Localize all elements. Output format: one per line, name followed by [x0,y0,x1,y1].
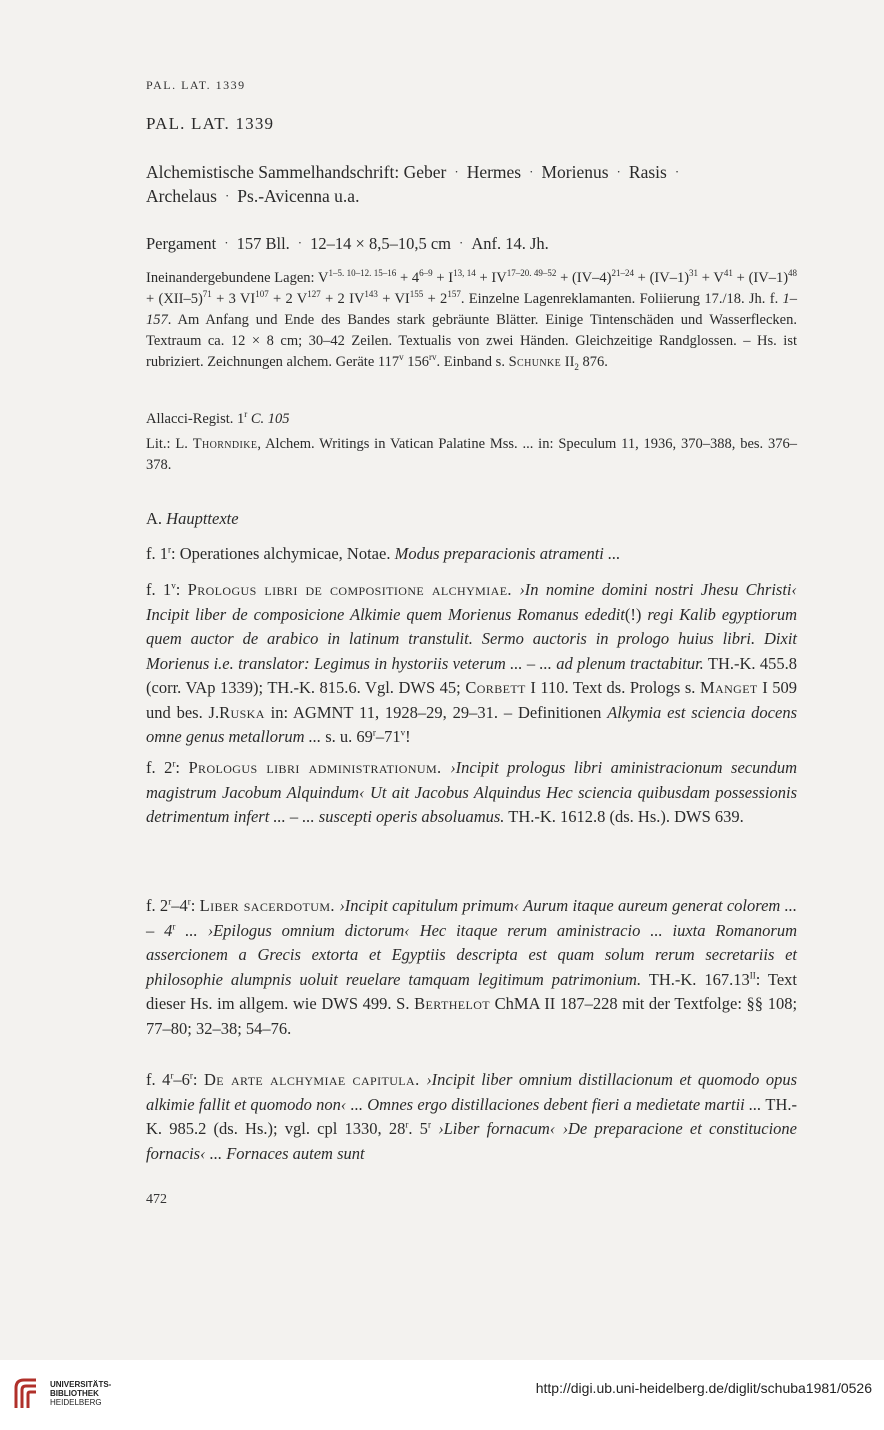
shelfmark-heading: PAL. LAT. 1339 [146,114,275,133]
entry-de-arte-alchymiae: f. 4$^r$–6$^r$: De arte alchymiae capitula. ›Incipit liber omnium distillacionum et quomodo opus alkimie fallit et quomodo non‹ ... Omnes ergo distillaciones debent fieri a medietate martii ... TH.-K. 985.2 (ds. Hs.); vgl. cpl 1330, 28$^r$. 5$^r$ ›Liber fornacum‹ ›De preparacione et constitucione fornacis‹ ... Fornaces autem sunt [146,1070,798,1163]
library-name: UNIVERSITÄTS- BIBLIOTHEK HEIDELBERG [50,1380,112,1407]
source-url-link[interactable]: http://digi.ub.uni-heidelberg.de/diglit/schuba1981/0526 [535,1380,872,1396]
digitization-footer [0,1360,884,1430]
page-number: 472 [146,1192,167,1207]
physical-description: Pergament · 157 Bll. · 12–14 × 8,5–10,5 cm · Anf. 14. Jh. [146,234,549,253]
running-head: PAL. LAT. 1339 [146,78,246,92]
entry-prologus-compositione: f. 1$^v$: Prologus libri de compositione alchymiae. ›In nomine domini nostri Jhesu Christi‹ Incipit liber de composicione Alkimie quem Morienus Romanus ededit(!) regi Kalib egyptiorum quem auctor de arabico in latinum transtulit. Sermo auctoris in prologo huius libri. Dixit Morienus i.e. translator: Legimus in hystoriis veterum ... – ... ad plenum tractabitur. TH.-K. 455.8 (corr. VAp 1339); TH.-K. 815.6. Vgl. DWS 45; Corbett I 110. Text ds. Prologs s. Manget I 509 und bes. J.Ruska in: AGMNT 11, 1928–29, 29–31. – Definitionen Alkymia est sciencia docens omne genus metallorum ... s. u. 69$^r$–71$^v$! [146,580,798,746]
entry-prologus-administrationum: f. 2$^r$: Prologus libri administrationum. ›Incipit prologus libri aministracionum secundum magistrum Jacobum Alquindum‹ Ut ait Jacobus Alquindus Hec sciencia quibusdam possessionis detrimentum infert ... – ... suscepti operis absoluamus. TH.-K. 1612.8 (ds. Hs.). DWS 639. [146,758,798,826]
entry-liber-sacerdotum: f. 2$^r$–4$^r$: Liber sacerdotum. ›Incipit capitulum primum‹ Aurum itaque aureum generat colorem ... – 4$^r$ ... ›Epilogus omnium dictorum‹ Hec itaque rerum aministracio ... iuxta Romanorum assercionem a Grecis extorta et Egyptiis descripta est quam solum rerum secretariis et philosophie alumpnis uoluit reuelare tamquam legitimum patrimonium. TH.-K. $167.13^{II}$: Text dieser Hs. im allgem. wie DWS 499. S. Berthelot ChMA II 187–228 mit der Textfolge: §§ 108; 77–80; 32–38; 54–76. [146,896,798,1038]
library-logo-icon [12,1374,42,1414]
allacci-register: Allacci-Regist. 1$^r$ C. 105 [146,409,290,427]
manuscript-title: Alchemistische Sammelhandschrift: Geber · Hermes · Morienus · Rasis · Archelaus · Ps.-Avicenna u.a. [146,162,680,206]
section-heading: A. Haupttexte [146,509,239,528]
literature: Lit.: L. Thorndike, Alchem. Writings in Vatican Palatine Mss. ... in: Speculum 11, 1936, 370–388, bes. 376–378. [146,436,798,473]
entry-operationes: f. 1$^r$: Operationes alchymicae, Notae. Modus preparacionis atramenti ... [146,544,621,563]
codicological-description: Ineinandergebundene Lagen: $V^{1-5. 10-12. 15-16} + 4^{6-9} + I^{13, 14} + IV^{17-20. 49-52} + (IV-4)^{21-24} + (IV-1)^{31} + V^{41} + (IV-1)^{48} + (XII-5)^{71} + 3$ $VI^{107} + 2$ $V^{127} + 2$ $IV^{143} + VI^{155} + 2^{157}$. Einzelne Lagenreklamanten. Foliierung 17./18. Jh. f. 1–157. Am Anfang und Ende des Bandes stark gebräunte Blätter. Einige Tintenschäden und Wasserflecken. Textraum ca. 12 × 8 cm; 30–42 Zeilen. Textualis von zwei Händen. Gleichzeitige Randglossen. – Hs. ist rubriziert. Zeichnungen alchem. Geräte 117$^v$ $156^{rv}$. Einband s. Schunke $II_2$ 876. [146,268,798,372]
